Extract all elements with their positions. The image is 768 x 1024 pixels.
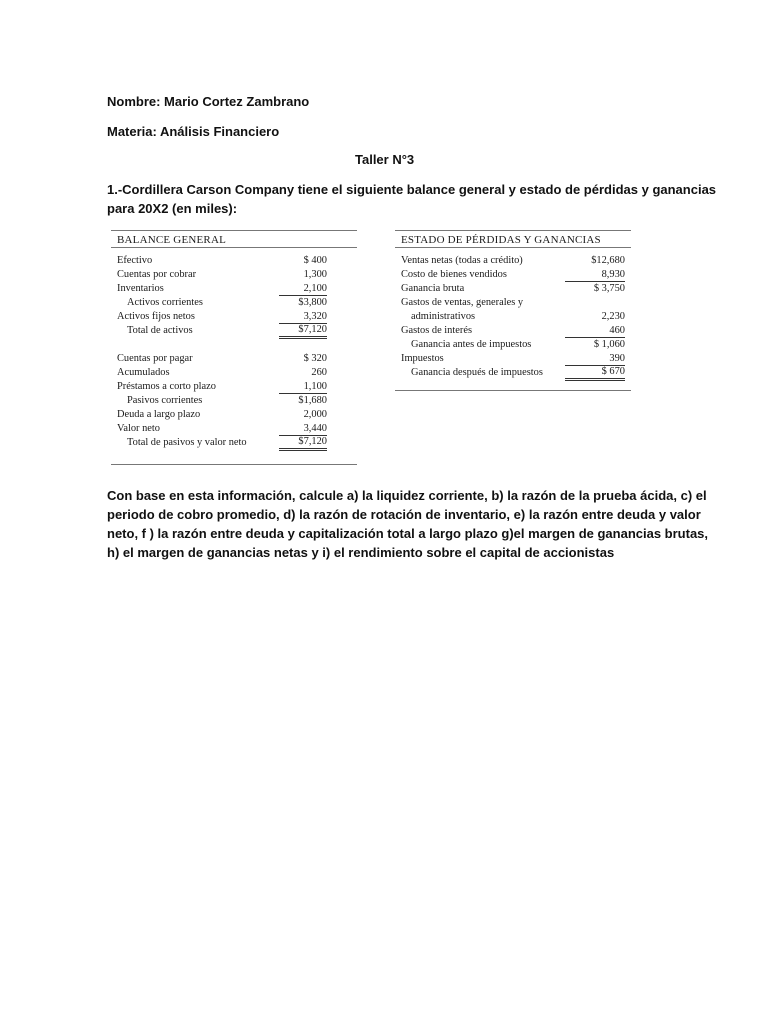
balance-row-amount: $ 400 [303, 255, 327, 266]
income-row [395, 366, 625, 380]
income-row-label: administrativos [411, 311, 476, 322]
balance-row [111, 366, 327, 380]
income-row-amount: 2,230 [601, 311, 625, 322]
balance-row-label: Efectivo [117, 255, 153, 266]
income-row-amount: 8,930 [565, 268, 625, 282]
balance-row-amount: 3,320 [279, 310, 327, 324]
income-statement-title: ESTADO DE PÉRDIDAS Y GANANCIAS [401, 234, 601, 246]
balance-row-label: Total de activos [127, 325, 193, 336]
balance-row [111, 436, 327, 450]
balance-row-amount: 1,300 [303, 269, 327, 280]
balance-row-label: Total de pasivos y valor neto [127, 437, 247, 448]
income-row [395, 324, 625, 338]
balance-row-label: Deuda a largo plazo [117, 409, 201, 420]
balance-row-amount: 1,100 [279, 380, 327, 394]
balance-row-label: Activos fijos netos [117, 311, 195, 322]
balance-row-label: Pasivos corrientes [127, 395, 203, 406]
balance-row [111, 408, 327, 422]
income-row-label: Ganancia antes de impuestos [411, 339, 532, 350]
financial-statements-image [111, 230, 631, 468]
income-row [395, 296, 625, 310]
balance-row-amount: 2,000 [303, 409, 327, 420]
balance-row-amount: $3,800 [298, 297, 327, 308]
income-row-label: Gastos de interés [401, 325, 472, 336]
balance-row-amount: $7,120 [279, 324, 327, 339]
bottom-rule [111, 464, 357, 465]
income-row-amount: 390 [565, 352, 625, 366]
intro-line: para 20X2 (en miles): [107, 201, 238, 216]
balance-row [111, 296, 327, 310]
balance-row-label: Préstamos a corto plazo [117, 381, 216, 392]
page-title: Taller N°3 [355, 152, 415, 167]
balance-row-amount: 3,440 [279, 422, 327, 436]
balance-row [111, 282, 327, 296]
income-row-label: Ventas netas (todas a crédito) [401, 255, 523, 266]
income-row-label: Gastos de ventas, generales y [401, 297, 524, 308]
question-line: h) el margen de ganancias netas y i) el rendimiento sobre el capital de accionistas [107, 545, 615, 560]
income-row-amount: $12,680 [591, 255, 625, 266]
question-line: periodo de cobro promedio, d) la razón de rotación de inventario, e) la razón entre deuda y valor [107, 507, 701, 522]
balance-row-label: Valor neto [117, 423, 160, 434]
income-row [395, 282, 625, 296]
balance-row-label: Acumulados [117, 367, 170, 378]
balance-row-amount: $7,120 [279, 436, 327, 451]
balance-row [111, 324, 327, 338]
balance-row [111, 422, 327, 436]
balance-row-label: Activos corrientes [127, 297, 203, 308]
balance-row [111, 310, 327, 324]
question-line: Con base en esta información, calcule a) la liquidez corriente, b) la razón de la prueba ácida, c) el [107, 488, 707, 503]
balance-row-amount: 2,100 [279, 282, 327, 296]
income-row [395, 352, 625, 366]
bottom-rule [395, 390, 631, 391]
balance-row-amount: $1,680 [298, 395, 327, 406]
income-row [395, 254, 625, 268]
student-name: Nombre: Mario Cortez Zambrano [107, 94, 310, 109]
income-row-label: Ganancia bruta [401, 283, 465, 294]
top-rule [395, 230, 631, 231]
balance-row [111, 268, 327, 282]
income-row [395, 338, 625, 352]
balance-row-label: Cuentas por pagar [117, 353, 193, 364]
balance-row-label: Inventarios [117, 283, 164, 294]
income-row-label: Ganancia después de impuestos [411, 367, 543, 378]
balance-sheet-title: BALANCE GENERAL [117, 234, 227, 246]
balance-row-amount: $ 320 [303, 353, 327, 364]
balance-row [111, 352, 327, 366]
balance-row [111, 394, 327, 408]
income-row-label: Impuestos [401, 353, 444, 364]
balance-row-amount: 260 [311, 367, 327, 378]
top-rule [111, 230, 357, 231]
balance-row-label: Cuentas por cobrar [117, 269, 197, 280]
income-row [395, 310, 625, 324]
income-row [395, 268, 625, 282]
question-line: neto, f ) la razón entre deuda y capitalización total a largo plazo g)el margen de ganancias brutas, [107, 526, 709, 541]
intro-line: 1.-Cordillera Carson Company tiene el siguiente balance general y estado de pérdidas y ganancias [107, 182, 717, 197]
balance-row [111, 380, 327, 394]
course-subject: Materia: Análisis Financiero [107, 124, 280, 139]
income-row-amount: $ 670 [565, 366, 625, 381]
balance-row [111, 254, 327, 268]
income-row-amount: 460 [565, 324, 625, 338]
intro-paragraph [107, 180, 717, 218]
income-row-amount: $ 1,060 [593, 339, 625, 350]
question-paragraph [107, 486, 709, 562]
header-rule [111, 247, 357, 248]
header-rule [395, 247, 631, 248]
income-row-label: Costo de bienes vendidos [401, 269, 507, 280]
income-row-amount: $ 3,750 [593, 283, 625, 294]
